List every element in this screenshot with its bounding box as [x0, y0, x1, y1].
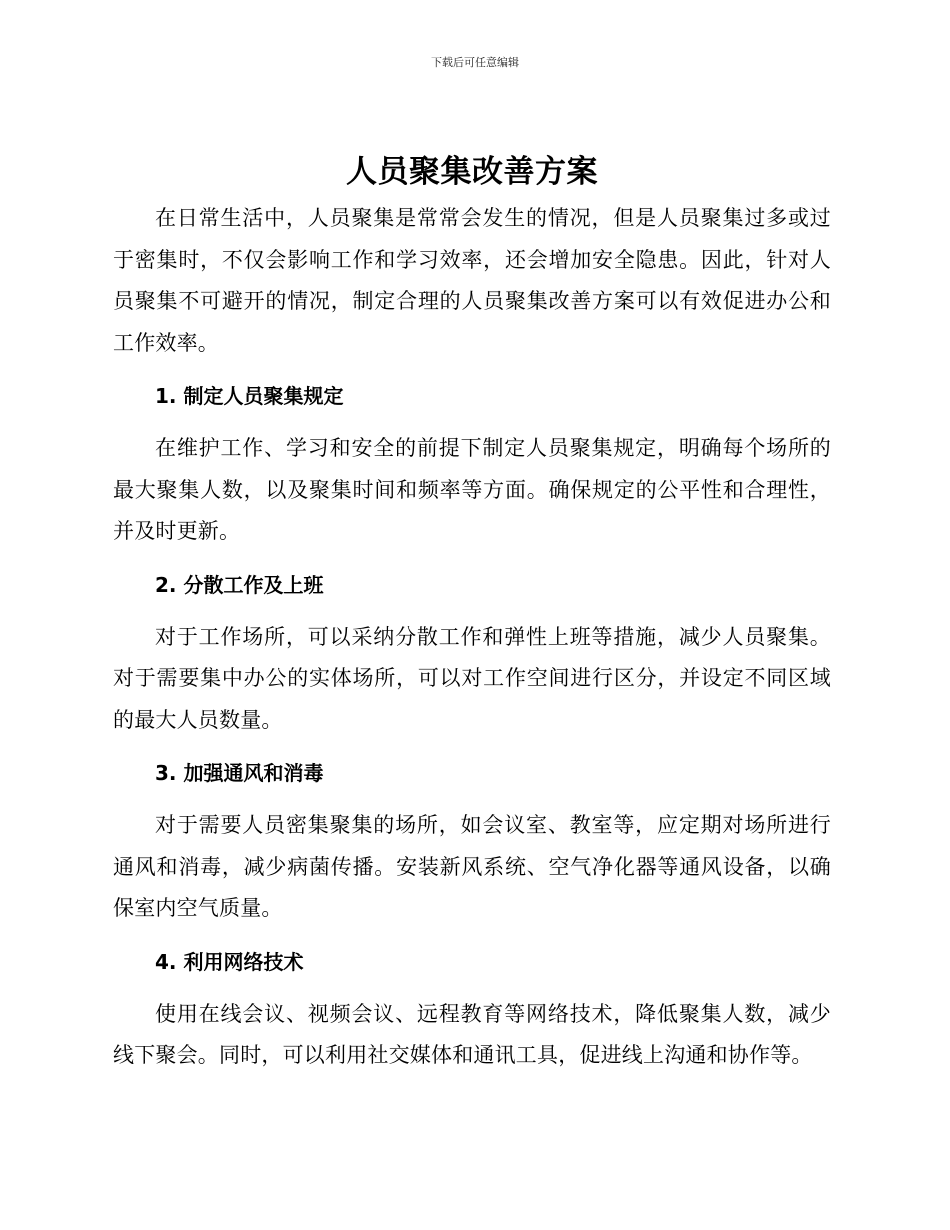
section-heading: 2. 分散工作及上班	[155, 572, 324, 597]
document-body	[113, 150, 831, 1077]
document-title: 人员聚集改善方案	[346, 154, 598, 190]
section-heading: 4. 利用网络技术	[155, 949, 304, 974]
intro-paragraph: 在日常生活中，人员聚集是常常会发生的情况，但是人员聚集过多或过于密集时，不仅会影响工作和学习效率，还会增加安全隐患。因此，针对人员聚集不可避开的情况，制定合理的人员聚集改善方案可以有效促进办公和工作效率。	[113, 206, 831, 355]
section-paragraph: 对于工作场所，可以采纳分散工作和弹性上班等措施，减少人员聚集。对于需要集中办公的实体场所，可以对工作空间进行区分，并设定不同区域的最大人员数量。	[113, 624, 831, 732]
section-paragraph: 在维护工作、学习和安全的前提下制定人员聚集规定，明确每个场所的最大聚集人数，以及聚集时间和频率等方面。确保规定的公平性和合理性，并及时更新。	[113, 436, 831, 543]
section-heading: 1. 制定人员聚集规定	[155, 384, 344, 408]
section-heading: 3. 加强通风和消毒	[155, 761, 324, 785]
section-paragraph: 使用在线会议、视频会议、远程教育等网络技术，降低聚集人数，减少线下聚会。同时，可以利用社交媒体和通讯工具，促进线上沟通和协作等。	[113, 1001, 831, 1067]
section-paragraph: 对于需要人员密集聚集的场所，如会议室、教室等，应定期对场所进行通风和消毒，减少病菌传播。安装新风系统、空气净化器等通风设备，以确保室内空气质量。	[113, 813, 831, 920]
header-note: 下载后可任意编辑	[431, 56, 519, 69]
